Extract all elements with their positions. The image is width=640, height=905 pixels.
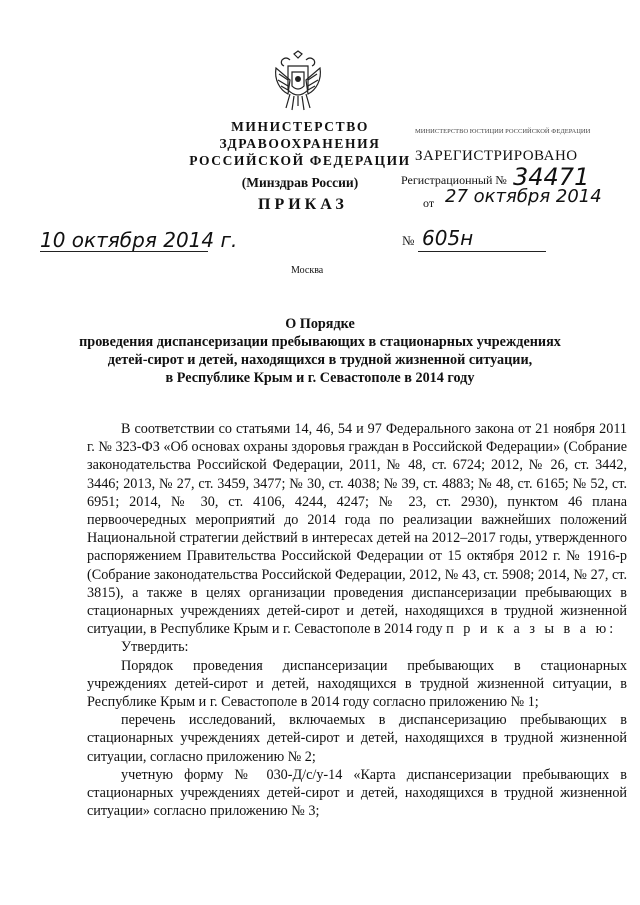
item3-paragraph: учетную форму № 030-Д/с/у-14 «Карта диспансеризации пребывающих в стационарных учреждениях детей-сирот и детей, находящихся в трудной жизненной ситуации» согласно приложению № 3;	[87, 766, 627, 820]
number-sign: №	[402, 233, 415, 248]
preamble-text: В соответствии со статьями 14, 46, 54 и 97 Федерального закона от 21 ноября 2011 г. № 323-ФЗ «Об основах охраны здоровья граждан в Российской Федерации» (Собрание законодательства Российской Федерации, 2011, № 48, ст. 6724; 2012, № 26, ст. 3442, 3446; 2013, № 27, ст. 3459, 3477; № 30, ст. 4038; № 39, ст. 4883; № 48, ст. 6165; № 52, ст. 6951; 2014, № 30, ст. 4106, 4244, 4247; № 23, ст. 2930), пунктом 46 плана первоочередных мероприятий до 2014 года по реализации важнейших положений Национальной стратегии действий в интересах детей на 2012–2017 годы, утвержденного распоряжением Правительства Российской Федерации от 15 октября 2012 г. № 1916-р (Собрание законодательства Российской Федерации, 2012, № 43, ст. 5908; 2014, № 27, ст. 3815), а также в целях организации проведения диспансеризации пребывающих в стационарных учреждениях детей-сирот и детей, находящихся в трудной жизненной ситуации, в Республике Крым и г. Севастополе в 2014 году	[87, 421, 627, 638]
ministry-name-line2: РОССИЙСКОЙ ФЕДЕРАЦИИ	[189, 153, 411, 168]
coat-of-arms-emblem	[270, 50, 326, 114]
document-title	[40, 315, 600, 387]
approve-paragraph: Утвердить:	[121, 639, 189, 656]
stamp-date-value: 27 октября 2014	[445, 186, 602, 207]
registration-stamp	[395, 118, 605, 218]
document-body	[87, 420, 627, 820]
ministry-short-name: (Минздрав России)	[241, 175, 359, 190]
stamp-date-label: от	[423, 196, 435, 210]
stamp-number-value: 34471	[513, 163, 590, 191]
title-line4: в Республике Крым и г. Севастополе в 2014 году	[165, 370, 475, 386]
order-heading: ПРИКАЗ	[258, 196, 348, 213]
number-underline	[418, 251, 546, 252]
order-number: 605н	[422, 226, 474, 250]
title-line1: О Порядке	[285, 316, 355, 332]
title-line3: детей-сирот и детей, находящихся в трудной жизненной ситуации,	[107, 352, 533, 368]
ministry-name-line1: МИНИСТЕРСТВО ЗДРАВООХРАНЕНИЯ	[219, 119, 381, 151]
date-underline	[40, 251, 208, 252]
stamp-number-label: Регистрационный №	[401, 173, 507, 187]
city-name: Москва	[291, 265, 324, 276]
item2-paragraph: перечень исследований, включаемых в диспансеризацию пребывающих в стационарных учреждениях детей-сирот и детей, находящихся в трудной жизненной ситуации, согласно приложению № 2;	[87, 712, 627, 765]
prikazyvayu-text: п р и к а з ы в а ю:	[446, 621, 617, 638]
stamp-header: МИНИСТЕРСТВО ЮСТИЦИИ РОССИЙСКОЙ ФЕДЕРАЦИИ	[415, 128, 591, 135]
preamble-paragraph	[87, 420, 627, 638]
item1-paragraph: Порядок проведения диспансеризации пребывающих в стационарных учреждениях детей-сирот и детей, находящихся в трудной жизненной ситуации, в Республике Крым и г. Севастополе в 2014 году согласно приложению № 1;	[87, 657, 627, 711]
stamp-status: ЗАРЕГИСТРИРОВАНО	[415, 148, 578, 164]
order-date: 10 октября 2014 г.	[40, 228, 238, 252]
title-line2: проведения диспансеризации пребывающих в стационарных учреждениях	[79, 334, 561, 350]
